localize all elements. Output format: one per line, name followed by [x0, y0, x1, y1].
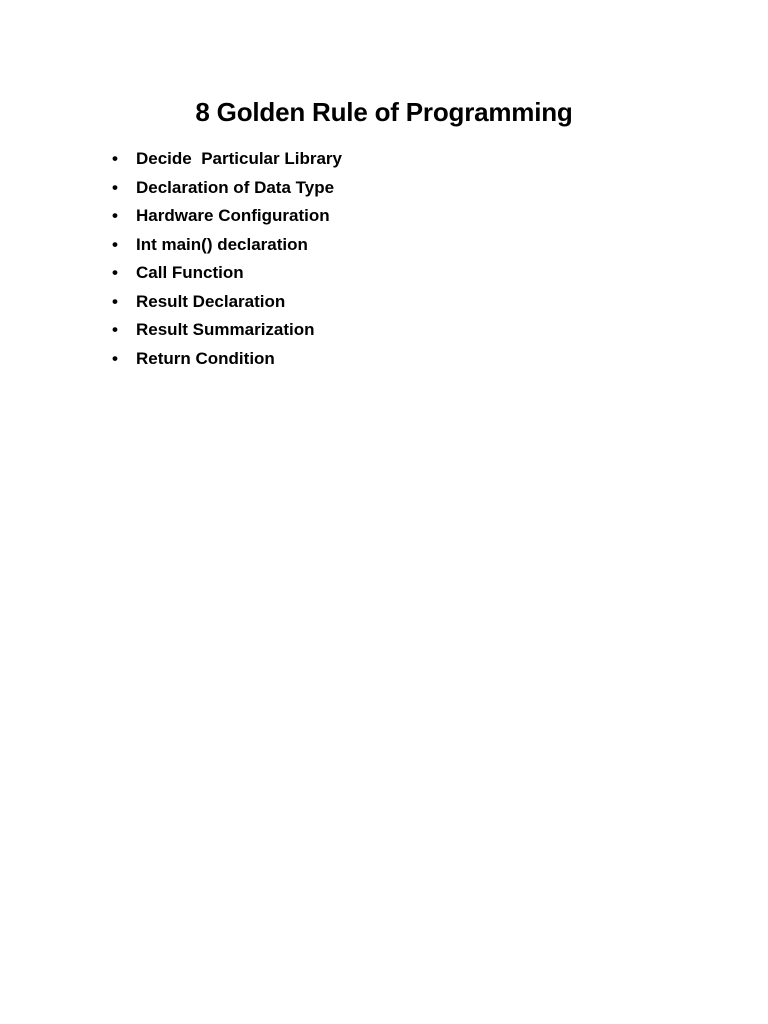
list-item-text: Int main() declaration [136, 234, 308, 254]
list-item [112, 145, 342, 174]
rule-list [112, 145, 342, 373]
list-item [112, 345, 275, 374]
bullet-icon: • [112, 234, 118, 254]
list-item [112, 316, 315, 345]
list-item-text: Hardware Configuration [136, 206, 330, 225]
list-item-text: Return Condition [136, 348, 275, 368]
bullet-icon: • [112, 320, 118, 339]
bullet-icon: • [112, 348, 118, 368]
list-item [112, 202, 330, 231]
list-item [112, 174, 335, 203]
list-item-text: Result Declaration [136, 291, 286, 311]
list-item-text: Declaration of Data Type [136, 177, 335, 197]
bullet-icon: • [112, 149, 118, 168]
list-item [112, 231, 308, 260]
bullet-icon: • [112, 263, 118, 282]
list-item [112, 259, 244, 288]
list-item-text: Result Summarization [136, 320, 315, 339]
page-title: 8 Golden Rule of Programming [195, 97, 573, 127]
list-item-text: Call Function [136, 263, 244, 282]
list-item-text: Decide Particular Library [136, 149, 342, 168]
list-item [112, 288, 286, 317]
bullet-icon: • [112, 206, 118, 225]
bullet-icon: • [112, 177, 118, 197]
bullet-icon: • [112, 291, 118, 311]
